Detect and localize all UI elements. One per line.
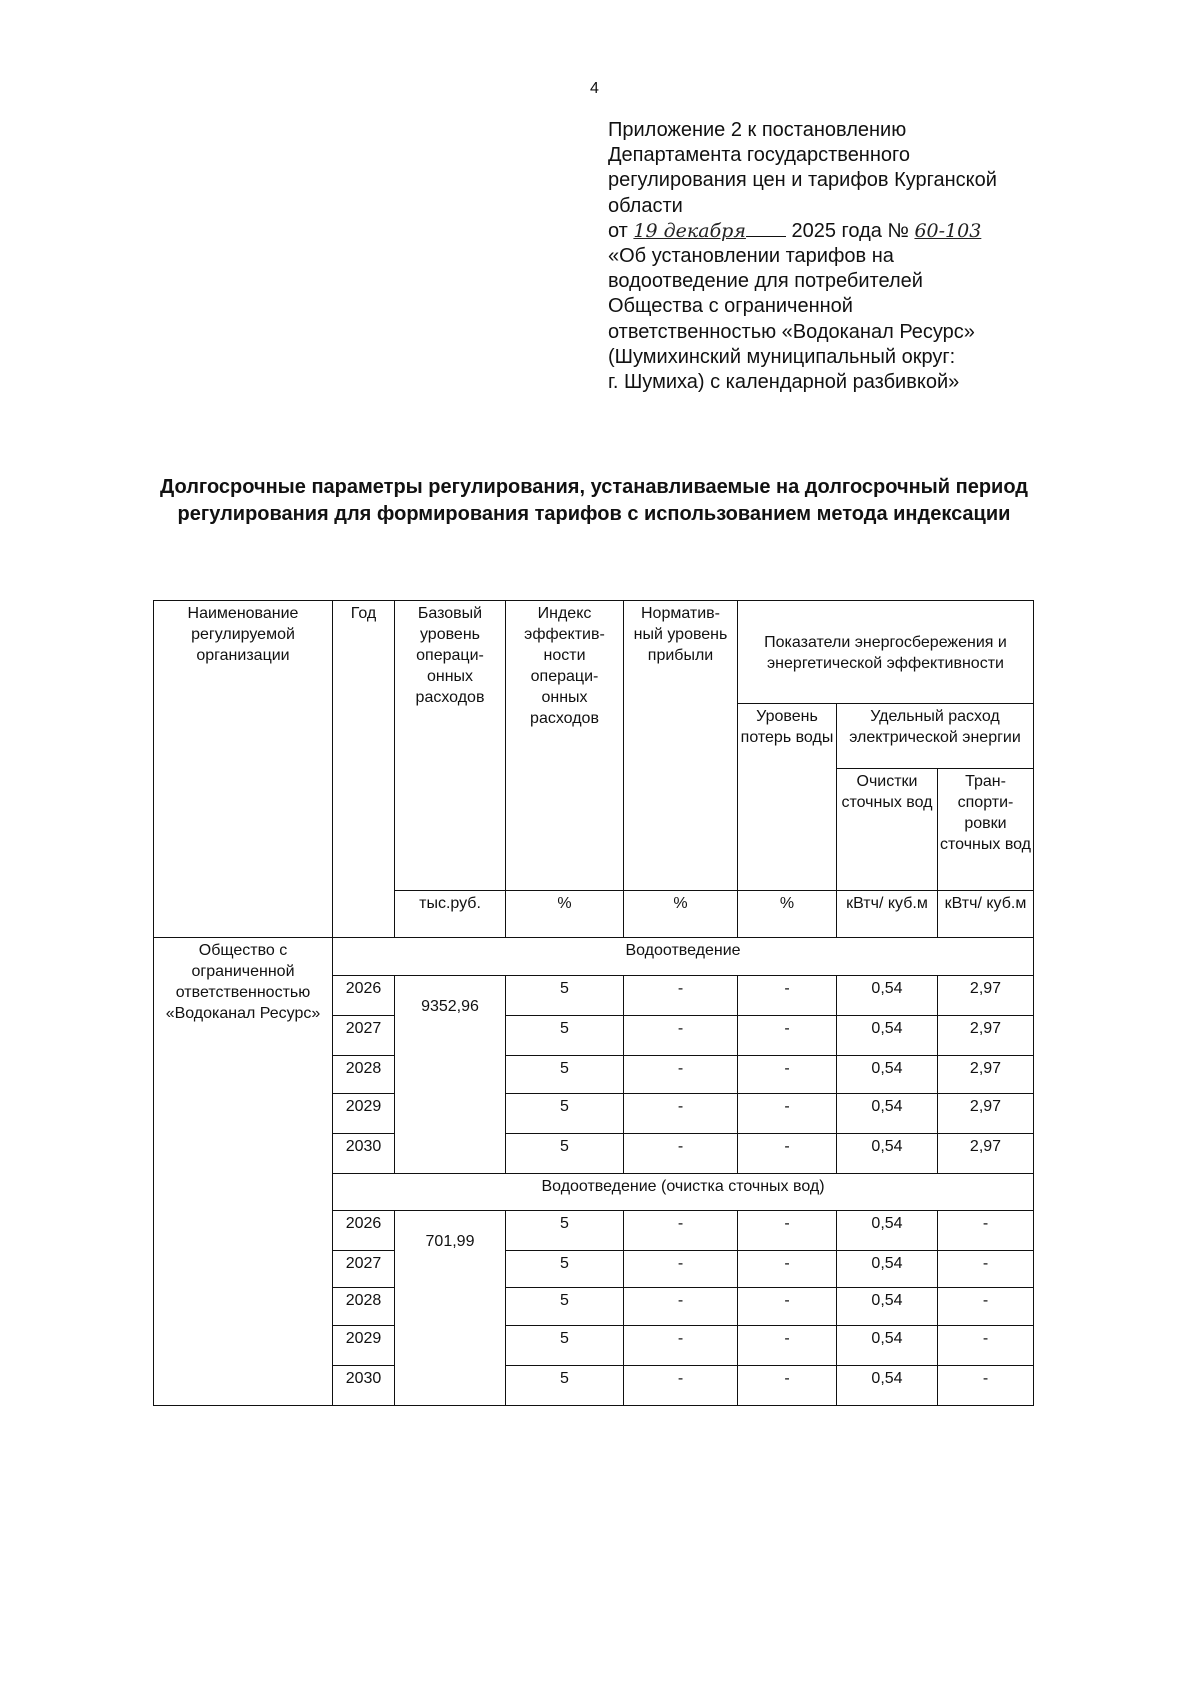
profit-cell: - [624, 1366, 738, 1406]
profit-cell: - [624, 1134, 738, 1174]
losses-cell: - [738, 976, 837, 1016]
year-cell: 2030 [333, 1366, 395, 1406]
appendix-block [608, 118, 1068, 395]
index-cell: 5 [506, 976, 624, 1016]
losses-cell: - [738, 1288, 837, 1326]
losses-cell: - [738, 1134, 837, 1174]
appendix-line: области [608, 194, 683, 217]
header-profit: Норматив- ный уровень прибыли [624, 601, 738, 891]
profit-cell: - [624, 1094, 738, 1134]
header-energy: Показатели энергосбережения и энергетической эффективности [738, 601, 1034, 704]
profit-cell: - [624, 1211, 738, 1251]
treatment-cell: 0,54 [837, 1134, 938, 1174]
header-year: Год [333, 601, 395, 938]
section-title: Водоотведение (очистка сточных вод) [333, 1174, 1034, 1211]
losses-cell: - [738, 1251, 837, 1288]
section-title: Водоотведение [333, 938, 1034, 976]
appendix-line: регулирования цен и тарифов Курганской [608, 169, 997, 192]
subject-line: г. Шумиха) с календарной разбивкой» [608, 371, 960, 394]
profit-cell: - [624, 1326, 738, 1366]
treatment-cell: 0,54 [837, 1251, 938, 1288]
transport-cell: 2,97 [938, 1016, 1034, 1056]
transport-cell: - [938, 1288, 1034, 1326]
losses-cell: - [738, 1056, 837, 1094]
parameters-table [153, 600, 1034, 1406]
appendix-line: Приложение 2 к постановлению [608, 119, 907, 141]
treatment-cell: 0,54 [837, 1211, 938, 1251]
unit-cell: % [506, 891, 624, 938]
year-cell: 2026 [333, 1211, 395, 1251]
treatment-cell: 0,54 [837, 1016, 938, 1056]
treatment-cell: 0,54 [837, 1288, 938, 1326]
profit-cell: - [624, 1251, 738, 1288]
base-cost-cell: 701,99 [395, 1211, 506, 1406]
losses-cell: - [738, 1094, 837, 1134]
date-underline [746, 235, 786, 237]
appendix-line: Департамента государственного [608, 144, 911, 167]
subject-line: (Шумихинский муниципальный округ: [608, 345, 956, 368]
treatment-cell: 0,54 [837, 1094, 938, 1134]
index-cell: 5 [506, 1251, 624, 1288]
index-cell: 5 [506, 1016, 624, 1056]
unit-cell: тыс.руб. [395, 891, 506, 938]
index-cell: 5 [506, 1288, 624, 1326]
index-cell: 5 [506, 1211, 624, 1251]
year-cell: 2029 [333, 1326, 395, 1366]
treatment-cell: 0,54 [837, 1366, 938, 1406]
header-specific: Удельный расход электрической энергии [837, 704, 1034, 769]
year-cell: 2029 [333, 1094, 395, 1134]
unit-cell: % [738, 891, 837, 938]
base-cost-cell: 9352,96 [395, 976, 506, 1174]
handwritten-date: 19 декабря [633, 219, 746, 242]
unit-cell: кВтч/ куб.м [837, 891, 938, 938]
header-treatment: Очистки сточных вод [837, 769, 938, 891]
index-cell: 5 [506, 1326, 624, 1366]
transport-cell: - [938, 1366, 1034, 1406]
losses-cell: - [738, 1326, 837, 1366]
handwritten-number: 60-103 [914, 219, 982, 242]
year-text: 2025 года № [791, 219, 909, 242]
header-index: Индекс эффектив- ности операци- онных расходов [506, 601, 624, 891]
transport-cell: - [938, 1326, 1034, 1366]
losses-cell: - [738, 1366, 837, 1406]
unit-cell: % [624, 891, 738, 938]
subject-line: Общества с ограниченной [608, 295, 853, 318]
year-cell: 2028 [333, 1288, 395, 1326]
header-base: Базовый уровень операци- онных расходов [395, 601, 506, 891]
date-line [608, 219, 1068, 244]
organization-name: Общество с ограниченной ответственностью «Водоканал Ресурс» [154, 938, 333, 1406]
transport-cell: 2,97 [938, 1056, 1034, 1094]
year-cell: 2027 [333, 1251, 395, 1288]
document-title: Долгосрочные параметры регулирования, устанавливаемые на долгосрочный период регулирования для формирования тарифов с использованием метода индексации [160, 476, 1028, 525]
unit-cell: кВтч/ куб.м [938, 891, 1034, 938]
year-cell: 2027 [333, 1016, 395, 1056]
subject-line: «Об установлении тарифов на [608, 245, 894, 268]
year-cell: 2026 [333, 976, 395, 1016]
treatment-cell: 0,54 [837, 1056, 938, 1094]
subject-line: водоотведение для потребителей [608, 270, 923, 293]
transport-cell: 2,97 [938, 1134, 1034, 1174]
transport-cell: 2,97 [938, 976, 1034, 1016]
index-cell: 5 [506, 1366, 624, 1406]
date-prefix: от [608, 219, 628, 242]
header-org: Наименование регулируемой организации [154, 601, 333, 938]
treatment-cell: 0,54 [837, 1326, 938, 1366]
year-cell: 2028 [333, 1056, 395, 1094]
header-losses: Уровень потерь воды [738, 704, 837, 891]
subject-line: ответственностью «Водоканал Ресурс» [608, 320, 975, 343]
profit-cell: - [624, 1016, 738, 1056]
index-cell: 5 [506, 1094, 624, 1134]
header-transport: Тран- спорти- ровки сточных вод [938, 769, 1034, 891]
profit-cell: - [624, 976, 738, 1016]
transport-cell: - [938, 1211, 1034, 1251]
losses-cell: - [738, 1016, 837, 1056]
transport-cell: 2,97 [938, 1094, 1034, 1134]
index-cell: 5 [506, 1134, 624, 1174]
losses-cell: - [738, 1211, 837, 1251]
transport-cell: - [938, 1251, 1034, 1288]
index-cell: 5 [506, 1056, 624, 1094]
page-number: 4 [590, 80, 599, 97]
profit-cell: - [624, 1288, 738, 1326]
year-cell: 2030 [333, 1134, 395, 1174]
treatment-cell: 0,54 [837, 976, 938, 1016]
profit-cell: - [624, 1056, 738, 1094]
